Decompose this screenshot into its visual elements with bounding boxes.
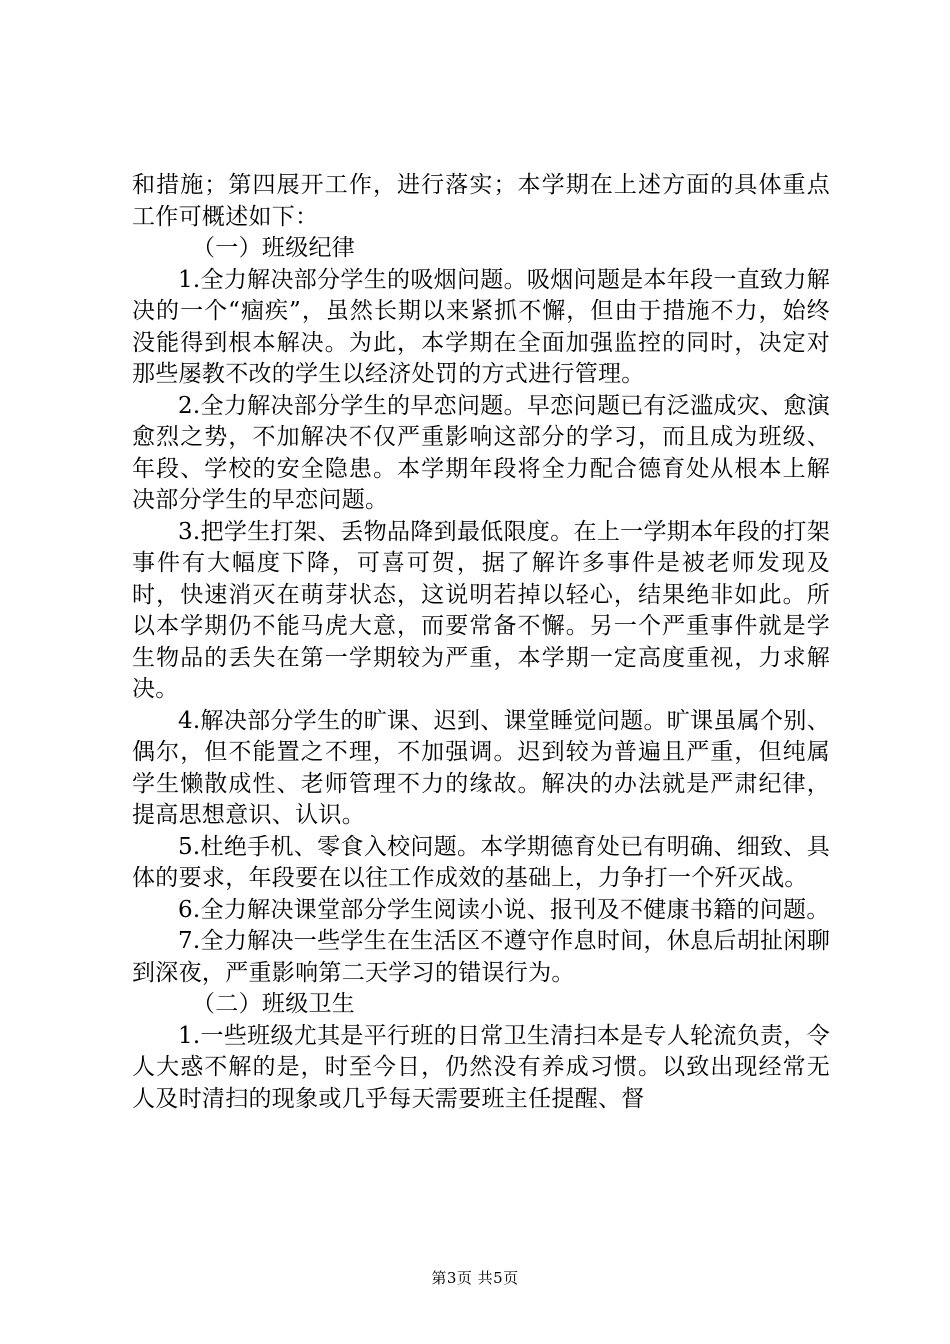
page-number-footer: 第3页 共5页 (431, 1269, 519, 1287)
paragraph-item-fighting-theft: 3.把学生打架、丢物品降到最低限度。在上一学期本年段的打架事件有大幅度下降，可喜可贺，据了解许多事件是被老师发现及时，快速消灭在萌芽状态，这说明若掉以轻心，结果绝非如此。所以本学期仍不能马虎大意，而要常备不懈。另一个严重事件就是学生物品的丢失在第一学期较为严重，本学期一定高度重视，力求解决。 (132, 518, 830, 702)
section-heading-class-hygiene: （二）班级卫生 (192, 991, 356, 1017)
paragraph-item-early-romance: 2.全力解决部分学生的早恋问题。早恋问题已有泛滥成灾、愈演愈烈之势，不加解决不仅严重影响这部分的学习，而且成为班级、年段、学校的安全隐患。本学期年段将全力配合德育处从根本上解决部分学生的早恋问题。 (132, 392, 830, 513)
paragraph-item-phones-snacks: 5.杜绝手机、零食入校问题。本学期德育处已有明确、细致、具体的要求，年段要在以往工作成效的基础上，力争打一个歼灭战。 (132, 833, 830, 891)
paragraph-item-dorm-rest: 7.全力解决一些学生在生活区不遵守作息时间，休息后胡扯闲聊到深夜，严重影响第二天学习的错误行为。 (132, 928, 830, 986)
section-heading-class-discipline: （一）班级纪律 (192, 235, 356, 261)
paragraph-item-cleaning: 1.一些班级尤其是平行班的日常卫生清扫本是专人轮流负责，令人大惑不解的是，时至今日，仍然没有养成习惯。以致出现经常无人及时清扫的现象或几乎每天需要班主任提醒、督 (132, 1022, 830, 1112)
paragraph-item-truancy: 4.解决部分学生的旷课、迟到、课堂睡觉问题。旷课虽属个别、偶尔，但不能置之不理，不加强调。迟到较为普遍且严重，但纯属学生懒散成性、老师管理不力的缘故。解决的办法就是严肃纪律，提高思想意识、认识。 (132, 707, 830, 828)
document-body (132, 170, 830, 1115)
paragraph-item-smoking: 1.全力解决部分学生的吸烟问题。吸烟问题是本年段一直致力解决的一个“痼疾”，虽然长期以来紧抓不懈，但由于措施不力，始终没能得到根本解决。为此，本学期在全面加强监控的同时，决定对那些屡教不改的学生以经济处罚的方式进行管理。 (132, 266, 830, 387)
paragraph-intro-continuation: 和措施；第四展开工作，进行落实；本学期在上述方面的具体重点工作可概述如下： (132, 172, 830, 230)
paragraph-item-reading: 6.全力解决课堂部分学生阅读小说、报刊及不健康书籍的问题。 (178, 896, 830, 923)
